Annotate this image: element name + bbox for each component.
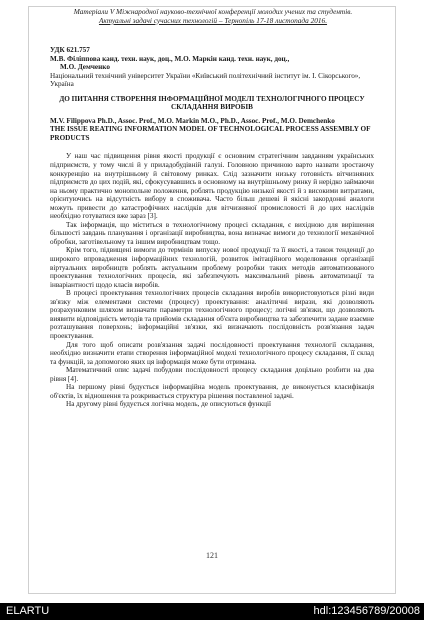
paragraph: Так інформація, що міститься в технологічному процесі складання, є вихідною для вирішення більшості завдань планування і організації виробництва, вона визначає вимоги до технології механічної обробки, заготівельному та іншим виробництвам тощо.: [50, 220, 374, 246]
paragraph: На другому рівні будується логічна модель, де описуються функції: [66, 400, 271, 409]
title-en: THE ISSUE REATING INFORMATION MODEL OF TECHNOLOGICAL PROCESS ASSEMBLY OF PRODUCTS: [50, 125, 371, 142]
affiliation: Національний технічний університет України «Київський політехнічний інститут ім. І. Сікорського», Україна: [50, 71, 361, 89]
article-body: [50, 46, 374, 409]
udc-code: УДК 621.757: [50, 46, 90, 54]
paragraph: У наш час підвищення рівня якості продукції є основним стратегічним завданням українських підприємств, у тому числі й у приладобудівній галузі. Головною причиною варто назвати зростаючу конкуренцію на внутрішньому й світовому ринках. Слід зазначити низьку готовність вітчизняних підприємств до цих подій, які, сфокусувавшись в основному на внутрішньому ринку й нерідко займаючи на ньому практично монопольне положення, роблять продукцію низької якості й з високими витратами, орієнтуючись на відсутність вибору в споживача. Часто більш дешеві й якісні закордонні аналоги можуть привести до катастрофічних наслідків для вітчизняної промисловості й до цих наслідків необхідно готуватися вже зараз [3].: [50, 152, 374, 221]
authors-ua-line2: М.О. Демченко: [60, 63, 110, 72]
handle-identifier: hdl:123456789/20008: [313, 605, 420, 617]
repository-label: ELARTU: [6, 605, 50, 617]
authors-en: M.V. Filippova Ph.D., Assoc. Prof., M.O. Markin M.O., Ph.D., Assoc. Prof., M.O. Demchenko: [50, 116, 335, 125]
running-head: [40, 8, 386, 25]
running-head-line1: Матеріали V Міжнародної науково-технічної конференції молодих учених та студентів.: [73, 7, 353, 16]
page-number: 121: [206, 551, 218, 560]
authors-ua: [50, 55, 374, 72]
title-ua: ДО ПИТАННЯ СТВОРЕННЯ ІНФОРМАЦІЙНОЇ МОДЕЛІ ТЕХНОЛОГІЧНОГО ПРОЦЕСУ СКЛАДАННЯ ВИРОБІВ: [59, 94, 365, 112]
paragraph: Крім того, підвищені вимоги до термінів випуску нової продукції та її якості, а також тенденції до широкого впровадження інформаційних технологій, розвиток імітаційного моделювання організації віртуальних виробництв роблять актуальним проблему розробки таких методів автоматизованого проектування технологічних процесів, які забезпечують максимальний рівень автоматизації та інваріантності щодо класів виробів.: [50, 246, 374, 289]
authors-ua-line1: М.В. Філіппова канд. техн. наук, доц., М.О. Маркін канд. техн. наук, доц.,: [50, 54, 290, 63]
paragraph: Математичний опис задачі побудови послідовності процесу складання доцільно розбити на два рівня [4].: [50, 366, 374, 383]
running-head-line2: Актуальні задачі сучасних технологій – Тернопіль 17-18 листопада 2016.: [98, 15, 328, 25]
viewer-footer-bar: [0, 603, 424, 620]
paragraph: Для того щоб описати розв'язання задачі послідовності проектування технології складання, необхідно визначити етапи створення інформаційної моделі технологічного процесу складання, її склад та функцій, за допомогою яких ця інформація може бути отримана.: [50, 340, 374, 366]
paragraph: На першому рівні будується інформаційна модель проектування, де виконується класифікація об'єктів, їх відношення та розкривається структура рішення поставленої задачі.: [50, 383, 374, 400]
paragraph: В процесі проектування технологічних процесів складання виробів використовуються різні види зв'язку між елементами системи (процесу) проектування: аналітичні вирази, які дозволяють розрахунковим шляхом визначати параметри технологічного процесу; логічні зв'язки, що дозволяють виявити відповідність методів та прийомів складання об'єкта виробництва та забезпечити задане взаємне розташування поверхонь; інформаційні зв'язки, які визначають послідовність розв'язання задач проектування.: [50, 289, 374, 340]
